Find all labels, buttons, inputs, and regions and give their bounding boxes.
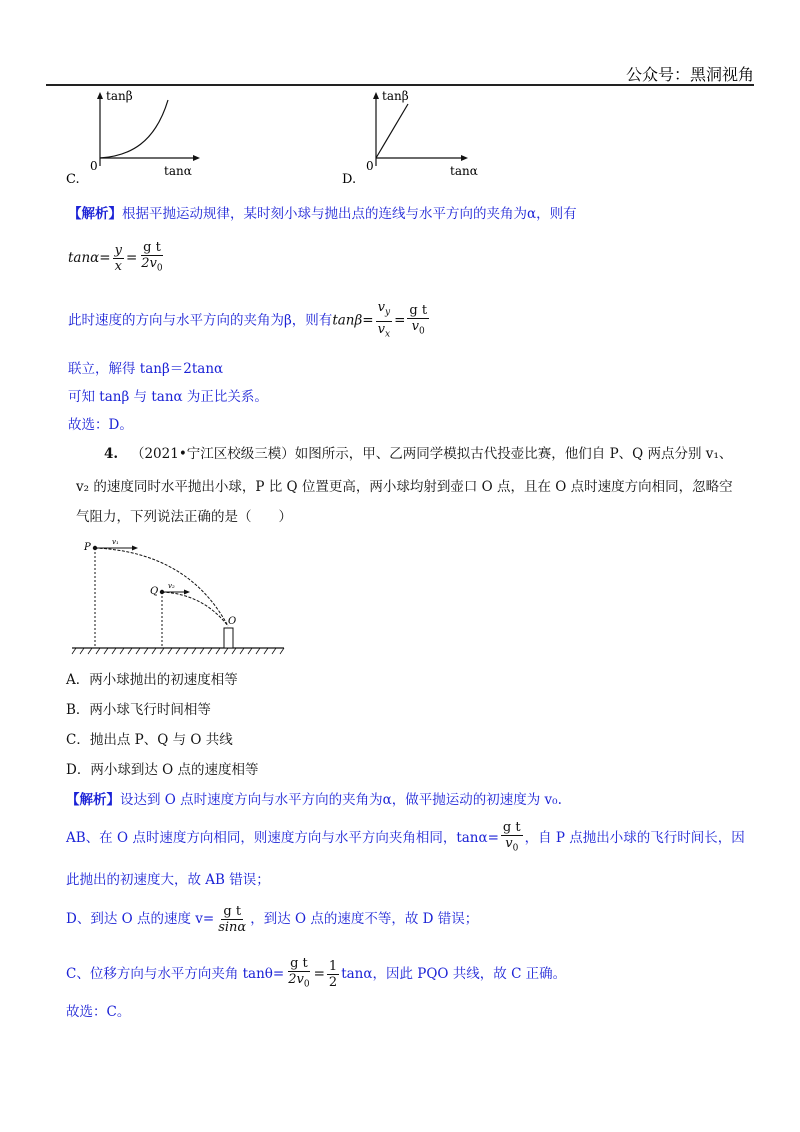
question4-line2: v₂ 的速度同时水平抛出小球，P 比 Q 位置更高，两小球均射到壶口 O 点，且在 O 点时速度方向相同，忽略空 bbox=[76, 479, 733, 495]
graph-d-xlabel: tanα bbox=[450, 164, 478, 178]
header-rule bbox=[46, 84, 754, 86]
point-q bbox=[160, 590, 164, 594]
graph-c-curve bbox=[100, 100, 168, 158]
trajectory-p bbox=[95, 548, 228, 626]
solution3-line3: 联立，解得 tanβ＝2tanα bbox=[68, 361, 224, 377]
graph-c-origin: 0 bbox=[90, 159, 98, 173]
question4-figure bbox=[68, 532, 288, 658]
label-p: P bbox=[84, 542, 91, 553]
label-o: O bbox=[228, 616, 237, 627]
solution3-line4: 可知 tanβ 与 tanα 为正比关系。 bbox=[68, 389, 268, 405]
graph-c-ylabel: tanβ bbox=[106, 89, 133, 103]
header-brand: 公众号：黑洞视角 bbox=[625, 65, 754, 84]
solution4-line1: 【解析】设达到 O 点时速度方向与水平方向的夹角为α，做平抛运动的初速度为 v₀. bbox=[66, 792, 562, 808]
label-v1: v₁ bbox=[112, 538, 119, 546]
graph-d-origin: 0 bbox=[366, 159, 374, 173]
graph-c-option: C. bbox=[66, 172, 80, 187]
question4-line3: 气阻力，下列说法正确的是（ ） bbox=[76, 509, 292, 525]
label-v2: v₂ bbox=[168, 582, 175, 590]
option-b: B．两小球飞行时间相等 bbox=[66, 702, 211, 718]
solution4-ab-line2: 此抛出的初速度大，故 AB 错误； bbox=[66, 872, 270, 888]
solution4-d-line: D、到达 O 点的速度 v= $\frac{\text{g t}}{\sin\alpha}$ ，到达 O 点的速度不等，故 D 错误； bbox=[66, 904, 479, 935]
graph-c bbox=[60, 88, 210, 188]
solution3-answer: 故选：D。 bbox=[68, 417, 133, 433]
graph-c-xlabel: tanα bbox=[164, 164, 192, 178]
solution4-answer: 故选：C。 bbox=[66, 1004, 131, 1020]
solution4-ab-line1: AB、在 O 点时速度方向相同，则速度方向与水平方向夹角相同，tanα= $\frac{\text{g t}}{v_0}$ ，自 P 点抛出小球的飞行时间长，因 bbox=[66, 820, 745, 854]
option-a: A．两小球抛出的初速度相等 bbox=[66, 672, 238, 688]
label-q: Q bbox=[150, 586, 159, 597]
solution3-equation1: tanα= $\frac{y}{x}$ = $\frac{\text{g t}}{2v_0}$ bbox=[68, 240, 163, 274]
solution3-tag: 【解析】 bbox=[68, 206, 122, 222]
graph-d-option: D. bbox=[342, 172, 357, 187]
solution3-line2: 此时速度的方向与水平方向的夹角为β，则有tanβ= $\frac{v_y}{v_x}$ = $\frac{\text{g t}}{v_0}$ bbox=[68, 300, 428, 340]
trajectory-q bbox=[162, 592, 228, 626]
option-d: D．两小球到达 O 点的速度相等 bbox=[66, 762, 259, 778]
option-c: C．抛出点 P、Q 与 O 共线 bbox=[66, 732, 233, 748]
point-p bbox=[93, 546, 97, 550]
solution4-tag: 【解析】 bbox=[66, 792, 120, 808]
graph-d bbox=[336, 88, 486, 188]
graph-d-line bbox=[376, 104, 408, 158]
pot bbox=[224, 628, 233, 648]
question4-line1: 4. （2021•宁江区校级三模）如图所示，甲、乙两同学模拟古代投壶比赛，他们自 P、Q 两点分别 v₁、 bbox=[104, 446, 733, 462]
solution3-line1: 【解析】根据平抛运动规律，某时刻小球与抛出点的连线与水平方向的夹角为α，则有 bbox=[68, 206, 577, 222]
solution4-c-line: C、位移方向与水平方向夹角 tanθ= $\frac{\text{g t}}{2v_0}$ = $\frac{1}{2}$ tanα，因此 PQO 共线，故 C 正确。 bbox=[66, 956, 567, 990]
graph-d-ylabel: tanβ bbox=[382, 89, 409, 103]
